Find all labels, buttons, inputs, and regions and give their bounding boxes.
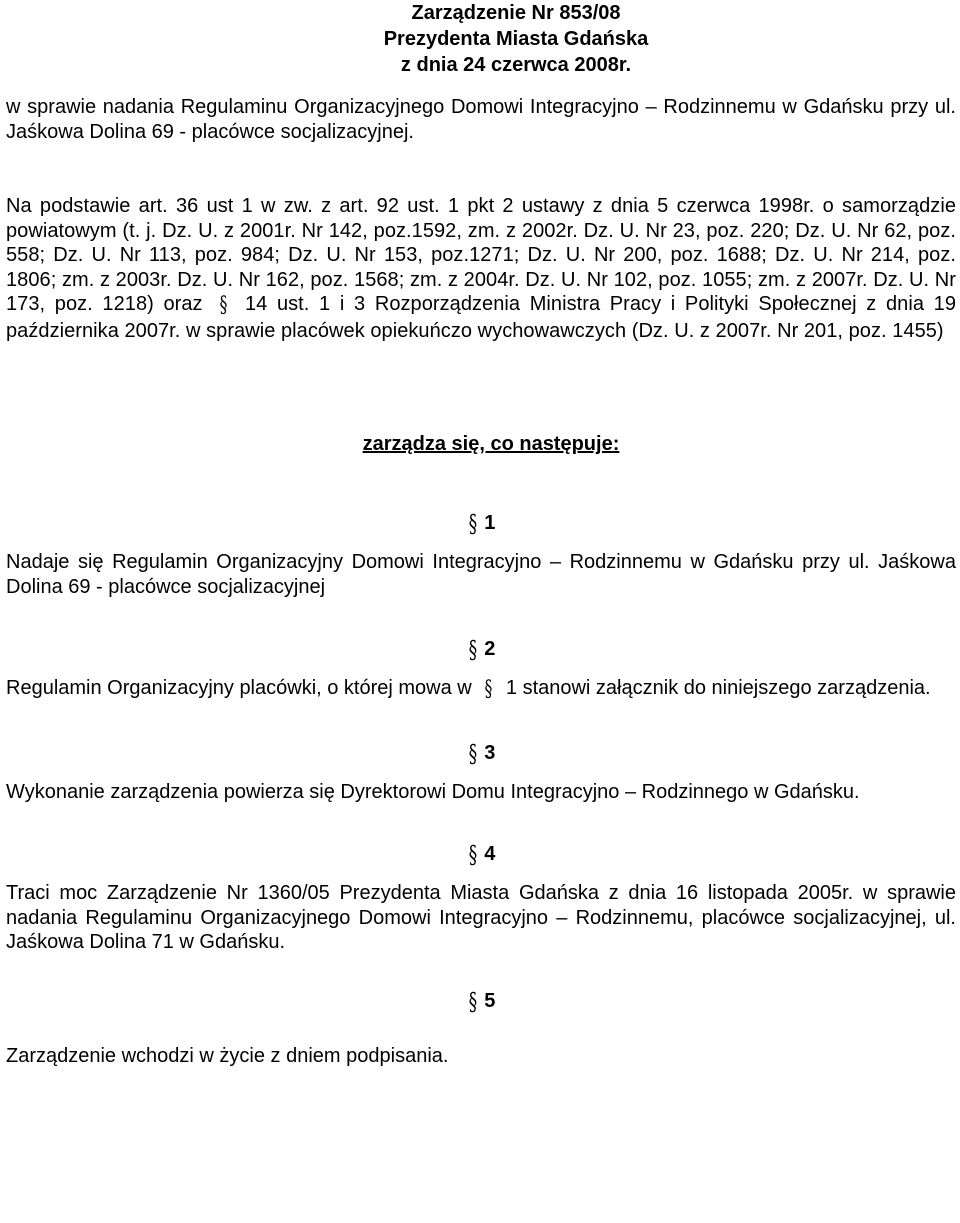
header-date: z dnia 24 czerwca 2008r.	[400, 54, 632, 76]
section-sign-icon: §	[468, 636, 477, 664]
legal-basis-paragraph	[6, 194, 956, 343]
section-text-5: Zarządzenie wchodzi w życie z dniem podpisania.	[6, 1044, 449, 1067]
header-author: Prezydenta Miasta Gdańska	[383, 28, 649, 50]
section-sign-icon: §	[468, 987, 477, 1016]
section-sign-icon: §	[219, 293, 228, 318]
section-sign-icon: §	[468, 510, 477, 538]
document-page	[6, 0, 956, 1068]
section-text-3: Wykonanie zarządzenia powierza się Dyrektorowi Domu Integracyjno – Rodzinnego w Gdańsku.	[6, 780, 860, 803]
section-heading-1	[6, 508, 956, 538]
section-text-4: Traci moc Zarządzenie Nr 1360/05 Prezydenta Miasta Gdańska z dnia 16 listopada 2005r. w sprawie nadania Regulaminu Organizacyjnego Domowi Integracyjno – Rodzinnemu, placówce socjalizacyjnej, ul. Jaśkowa Dolina 71 w Gdańsku.	[6, 882, 956, 953]
section-sign-icon: §	[468, 739, 477, 768]
section-heading-3	[6, 738, 956, 768]
section-number: 5	[484, 989, 496, 1012]
section-number: 1	[484, 512, 496, 534]
subject-paragraph: w sprawie nadania Regulaminu Organizacyjnego Domowi Integracyjno – Rodzinnemu w Gdańsku przy ul. Jaśkowa Dolina 69 - placówce socjalizacyjnej.	[6, 96, 956, 143]
section-heading-2	[6, 634, 956, 664]
section-heading-4	[6, 839, 956, 869]
decree-heading: zarządza się, co następuje:	[362, 433, 620, 455]
section-text-1: Nadaje się Regulamin Organizacyjny Domowi Integracyjno – Rodzinnemu w Gdańsku przy ul. Jaśkowa Dolina 69 - placówce socjalizacyjnej	[6, 551, 956, 598]
section-reference: 1	[505, 677, 517, 699]
section-number: 2	[484, 638, 496, 660]
section-text-2	[6, 676, 956, 703]
section-number: 4	[484, 843, 496, 865]
section-sign-icon: §	[484, 677, 493, 702]
header-title: Zarządzenie Nr 853/08	[411, 2, 621, 24]
document-header	[6, 0, 956, 78]
section-text-after: stanowi załącznik do niniejszego zarządzenia.	[522, 677, 931, 699]
legal-basis-part1: Na podstawie art. 36 ust 1 w zw. z art. 92 ust. 1 pkt 2 ustawy z dnia 5 czerwca 1998r. o samorządzie powiatowym (t. j. Dz. U. z 2001r. Nr 142, poz.1592, zm. z 2002r. Dz. U. Nr 23, poz. 220; Dz. U. Nr 62, poz. 558; Dz. U. Nr 113, poz. 984; Dz. U. Nr 153, poz.1271; Dz. U. Nr 200, poz. 1688; Dz. U. Nr 214, poz. 1806; zm. z 2003r. Dz. U. Nr 162, poz. 1568; zm. z 2004r. Dz. U. Nr 102, poz. 1055; zm. z 2007r. Dz. U. Nr 173, poz. 1218) oraz	[6, 195, 956, 315]
section-sign-icon: §	[468, 841, 477, 869]
section-number: 3	[484, 741, 496, 764]
legal-basis-part2: 14 ust. 1 i 3 Rozporządzenia Ministra Pracy i Polityki Społecznej z dnia 19 października 2007r. w sprawie placówek opiekuńczo wychowawczych (Dz. U. z 2007r. Nr 201, poz. 1455)	[6, 293, 957, 342]
section-text-before: Regulamin Organizacyjny placówki, o której mowa w	[6, 677, 472, 699]
section-heading-5	[6, 986, 956, 1016]
